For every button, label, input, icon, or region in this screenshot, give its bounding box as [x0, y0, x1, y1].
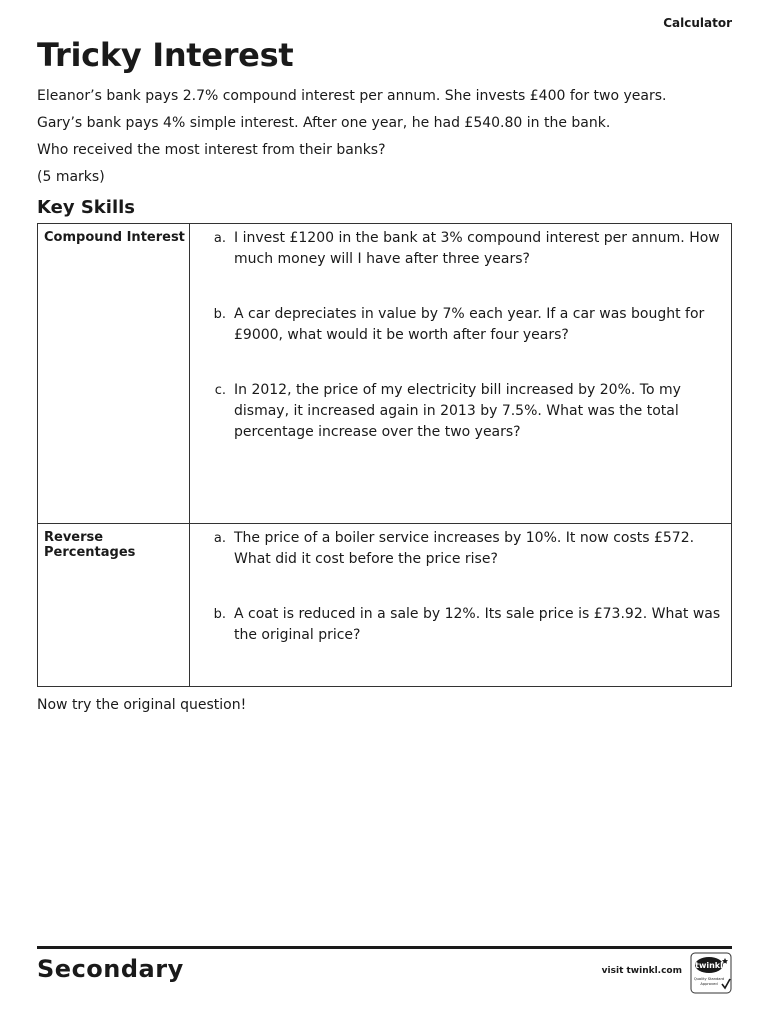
badge-brand-text: twinkl	[695, 961, 723, 970]
key-skills-heading: Key Skills	[37, 197, 135, 218]
question-item	[190, 380, 723, 443]
question-item	[190, 304, 723, 346]
table-row	[38, 524, 732, 687]
question-letter: a.	[213, 531, 226, 546]
brand-secondary-logo: Secondary	[37, 955, 184, 983]
badge-line-1: Quality Standard	[693, 977, 725, 981]
questions-compound-interest	[190, 224, 732, 524]
question-letter: b.	[213, 607, 226, 622]
visit-link[interactable]: visit twinkl.com	[601, 966, 682, 976]
table-row	[38, 224, 732, 524]
key-skills-table	[37, 223, 732, 687]
intro-line-eleanor: Eleanor’s bank pays 2.7% compound interest per annum. She invests £400 for two years.	[37, 88, 667, 104]
questions-reverse-percentages	[190, 524, 732, 687]
quality-badge-icon	[690, 952, 732, 994]
closing-instruction: Now try the original question!	[37, 697, 247, 713]
topic-reverse-percentages: Reverse Percentages	[38, 524, 190, 687]
question-text: A coat is reduced in a sale by 12%. Its sale price is £73.92. What was the original price?	[234, 606, 721, 643]
question-item	[190, 528, 723, 570]
question-item	[190, 604, 723, 646]
question-text: The price of a boiler service increases by 10%. It now costs £572. What did it cost before the price rise?	[234, 530, 695, 567]
badge-line-2: Approved	[700, 982, 718, 986]
question-letter: b.	[213, 307, 226, 322]
footer-divider	[37, 946, 732, 949]
topic-compound-interest: Compound Interest	[38, 224, 190, 524]
question-letter: c.	[214, 383, 226, 398]
question-text: In 2012, the price of my electricity bill increased by 20%. To my dismay, it increased again in 2013 by 7.5%. What was the total percentage increase over the two years?	[234, 382, 681, 440]
page-title: Tricky Interest	[37, 36, 294, 74]
intro-section	[37, 87, 737, 195]
question-text: I invest £1200 in the bank at 3% compound interest per annum. How much money will I have after three years?	[234, 230, 720, 267]
question-letter: a.	[213, 231, 226, 246]
intro-line-gary: Gary’s bank pays 4% simple interest. After one year, he had £540.80 in the bank.	[37, 115, 611, 131]
question-item	[190, 228, 723, 270]
subject-tag: Calculator	[663, 16, 732, 30]
marks-label: (5 marks)	[37, 169, 105, 185]
question-text: A car depreciates in value by 7% each year. If a car was bought for £9000, what would it be worth after four years?	[234, 306, 705, 343]
intro-question: Who received the most interest from their banks?	[37, 142, 386, 158]
